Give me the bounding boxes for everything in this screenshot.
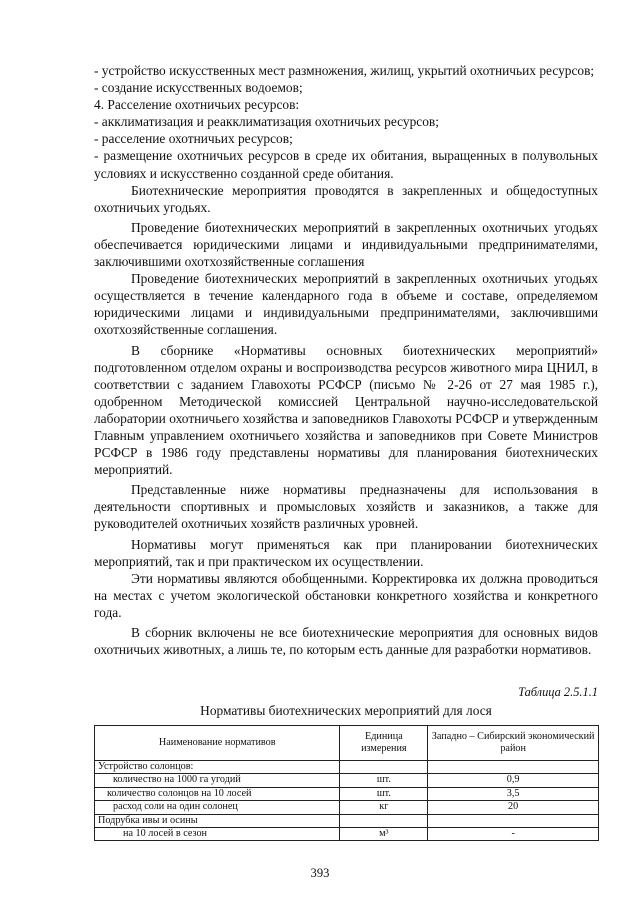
row-unit <box>340 761 428 774</box>
table-row <box>95 814 599 827</box>
row-value: 20 <box>428 801 599 814</box>
paragraph: Проведение биотехнических мероприятий в закрепленных охотничьих угодьях обеспечивается юридическими лицами и индивидуальными предпринимателями, заключившими охотхозяйственные соглашения <box>94 219 598 270</box>
paragraph: 4. Расселение охотничьих ресурсов: <box>94 97 300 113</box>
paragraph: - акклиматизация и реакклиматизация охотничьих ресурсов; <box>94 114 439 130</box>
page-number: 393 <box>310 866 330 880</box>
row-name: количество на 1000 га угодий <box>95 774 340 787</box>
row-unit: кг <box>340 801 428 814</box>
paragraph: - устройство искусственных мест размножения, жилищ, укрытий охотничьих ресурсов; <box>94 63 595 78</box>
norms-table <box>94 725 599 841</box>
column-header: Единица измерения <box>340 726 428 761</box>
row-value: - <box>428 828 599 841</box>
row-unit: м³ <box>340 828 428 841</box>
row-name: на 10 лосей в сезон <box>95 828 340 841</box>
table-header-row <box>95 726 599 761</box>
row-name: Устройство солонцов: <box>95 761 340 774</box>
table-number: Таблица 2.5.1.1 <box>518 685 598 699</box>
body-text <box>94 62 598 658</box>
table-row <box>95 828 599 841</box>
paragraph: В сборнике «Нормативы основных биотехнических мероприятий» подготовленном отделом охраны и воспроизводства ресурсов животного мира ЦНИЛ, в соответствии с заданием Главохоты РСФСР (письмо № 2-26 от 27 мая 1985 г.), одобренном Методической комиссией Центральной научно-исследовательской лаборатории охотничьего хозяйства и заповедников Главохоты РСФСР и утвержденным Главным управлением охотничьего хозяйства и заповедников при Совете Министров РСФСР в 1986 году представлены нормативы для планирования биотехнических мероприятий. <box>94 342 598 478</box>
row-value <box>428 814 599 827</box>
paragraph: В сборник включены не все биотехнические мероприятия для основных видов охотничьих животных, а лишь те, по которым есть данные для разработки нормативов. <box>94 625 598 658</box>
paragraph: - расселение охотничьих ресурсов; <box>94 131 293 147</box>
paragraph: - создание искусственных водоемов; <box>94 80 303 96</box>
row-value <box>428 761 599 774</box>
column-header: Западно – Сибирский экономический район <box>428 726 599 761</box>
row-value: 3,5 <box>428 787 599 800</box>
row-unit: шт. <box>340 774 428 787</box>
table-title: Нормативы биотехнических мероприятий для лося <box>200 703 492 718</box>
row-value: 0,9 <box>428 774 599 787</box>
paragraph: Нормативы могут применяться как при планировании биотехнических мероприятий, так и при практическом их осуществлении. <box>94 536 598 569</box>
paragraph: - размещение охотничьих ресурсов в среде их обитания, выращенных в полувольных условиях и искусственно созданной среде обитания. <box>94 148 598 181</box>
column-header: Наименование нормативов <box>95 726 340 761</box>
row-unit: шт. <box>340 787 428 800</box>
table-row <box>95 787 599 800</box>
paragraph: Эти нормативы являются обобщенными. Корректировка их должна проводиться на местах с учетом экологической обстановки конкретного хозяйства и конкретного года. <box>94 570 598 620</box>
table-row <box>95 774 599 787</box>
table-row <box>95 761 599 774</box>
row-name: Подрубка ивы и осины <box>95 814 340 827</box>
table-row <box>95 801 599 814</box>
paragraph: Биотехнические мероприятия проводятся в закрепленных и общедоступных охотничьих угодьях. <box>94 182 598 215</box>
row-name: расход соли на один солонец <box>95 801 340 814</box>
row-unit <box>340 814 428 827</box>
paragraph: Представленные ниже нормативы предназначены для использования в деятельности спортивных и промысловых хозяйств и заказников, а также для руководителей охотничьих хозяйств различных уровней. <box>94 482 598 532</box>
row-name: количество солонцов на 10 лосей <box>95 787 340 800</box>
paragraph: Проведение биотехнических мероприятий в закрепленных охотничьих угодьях осуществляется в течение календарного года в объеме и составе, определяемом юридическими лицами и индивидуальными предпринимателями, заключившими охотхозяйственные соглашения. <box>94 271 598 338</box>
